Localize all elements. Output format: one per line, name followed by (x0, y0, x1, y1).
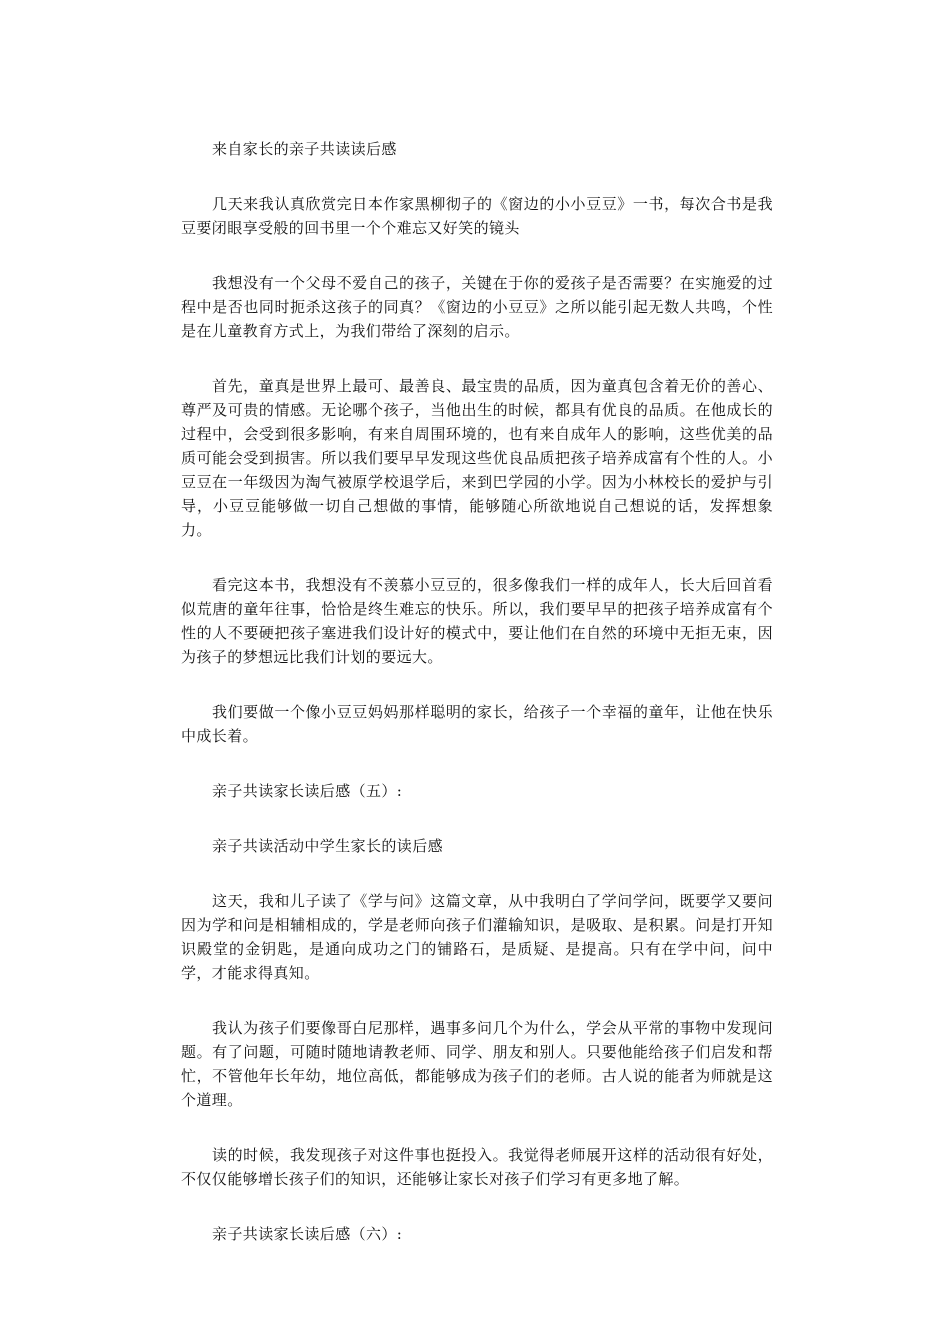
paragraph: 几天来我认真欣赏完日本作家黑柳彻子的《窗边的小小豆豆》一书，每次合书是我豆要闭眼享受般的回书里一个个难忘又好笑的镜头 (181, 195, 773, 237)
paragraph: 我认为孩子们要像哥白尼那样，遇事多问几个为什么，学会从平常的事物中发现问题。有了问题，可随时随地请教老师、同学、朋友和别人。只要他能给孩子们启发和帮忙，不管他年长年幼，地位高低，都能够成为孩子们的老师。古人说的能者为师就是这个道理。 (181, 1019, 773, 1109)
section-subtitle: 亲子共读活动中学生家长的读后感 (212, 837, 444, 855)
paragraph: 读的时候，我发现孩子对这件事也挺投入。我觉得老师展开这样的活动很有好处，不仅仅能够增长孩子们的知识，还能够让家长对孩子们学习有更多地了解。 (181, 1146, 773, 1188)
paragraph: 首先，童真是世界上最可、最善良、最宝贵的品质，因为童真包含着无价的善心、尊严及可贵的情感。无论哪个孩子，当他出生的时候，都具有优良的品质。在他成长的过程中，会受到很多影响，有来自周围环境的，也有来自成年人的影响，这些优美的品质可能会受到损害。所以我们要早早发现这些优良品质把孩子培养成富有个性的人。小豆豆在一年级因为淘气被原学校退学后，来到巴学园的小学。因为小林校长的爱护与引导，小豆豆能够做一切自己想做的事情，能够随心所欲地说自己想说的话，发挥想象力。 (181, 377, 773, 539)
document-title: 来自家长的亲子共读读后感 (212, 140, 397, 158)
section-heading: 亲子共读家长读后感（五）: (212, 782, 403, 800)
paragraph: 看完这本书，我想没有不羡慕小豆豆的，很多像我们一样的成年人，长大后回首看似荒唐的童年往事，恰恰是终生难忘的快乐。所以，我们要早早的把孩子培养成富有个性的人不要硬把孩子塞进我们设计好的模式中，要让他们在自然的环境中无拒无束，因为孩子的梦想远比我们计划的要远大。 (181, 576, 773, 666)
paragraph: 我们要做一个像小豆豆妈妈那样聪明的家长，给孩子一个幸福的童年，让他在快乐中成长着。 (181, 703, 773, 745)
paragraph: 我想没有一个父母不爱自己的孩子，关键在于你的爱孩子是否需要？在实施爱的过程中是否也同时扼杀这孩子的同真？《窗边的小豆豆》之所以能引起无数人共鸣，个性是在儿童教育方式上，为我们带给了深刻的启示。 (181, 274, 773, 340)
document-page (181, 137, 773, 1277)
section-heading: 亲子共读家长读后感（六）: (212, 1225, 403, 1243)
paragraph: 这天，我和儿子读了《学与问》这篇文章，从中我明白了学问学问，既要学又要问因为学和问是相辅相成的，学是老师向孩子们灌输知识，是吸取、是积累。问是打开知识殿堂的金钥匙，是通向成功之门的铺路石，是质疑、是提高。只有在学中问，问中学，才能求得真知。 (181, 892, 773, 982)
